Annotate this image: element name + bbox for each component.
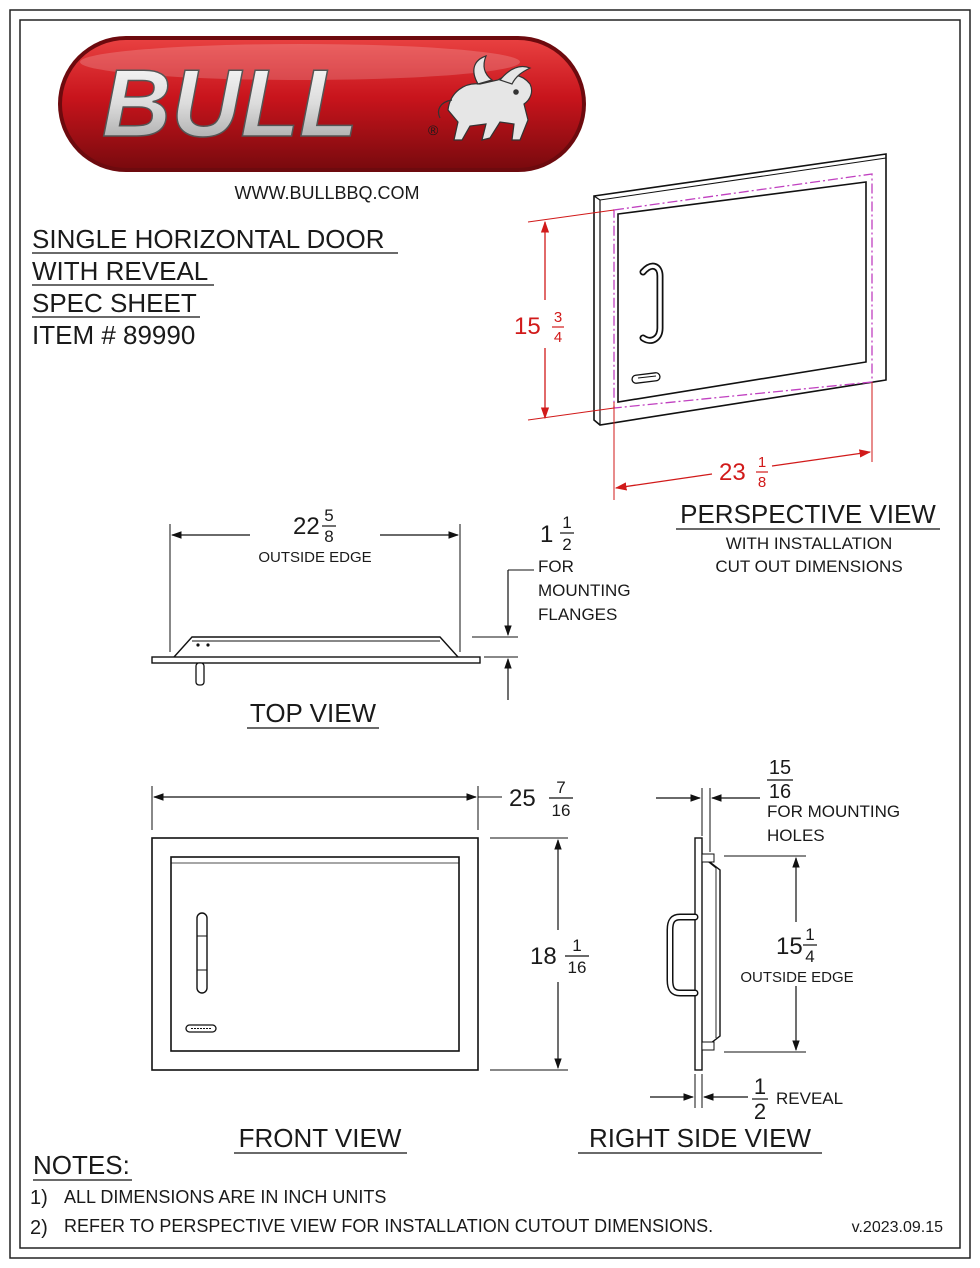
title-block xyxy=(32,224,398,350)
perspective-width-den: 8 xyxy=(757,474,767,491)
top-view-width-den: 8 xyxy=(324,527,334,546)
top-view-width-dimension xyxy=(170,506,460,652)
top-view-flange-dimension xyxy=(472,513,631,700)
logo-registered-mark: ® xyxy=(428,122,439,138)
perspective-view-drawing xyxy=(594,154,886,425)
reveal-den: 2 xyxy=(753,1099,767,1124)
perspective-view-caption xyxy=(676,499,940,576)
perspective-sub-1: WITH INSTALLATION xyxy=(725,534,893,553)
flange-den: 2 xyxy=(562,535,572,554)
front-view-drawing xyxy=(152,838,478,1070)
bull-logo xyxy=(58,36,586,172)
top-view-label: TOP VIEW xyxy=(249,698,377,728)
logo-wordmark: BULL xyxy=(102,50,358,157)
title-line-2: WITH REVEAL xyxy=(32,256,209,286)
perspective-height-den: 4 xyxy=(553,329,563,346)
flange-note-2: MOUNTING xyxy=(538,581,631,600)
note-2-number: 2) xyxy=(30,1217,48,1239)
reveal-num: 1 xyxy=(753,1074,767,1099)
note-1-number: 1) xyxy=(30,1187,48,1209)
side-inner-note: OUTSIDE EDGE xyxy=(740,969,854,986)
note-1-text: ALL DIMENSIONS ARE IN INCH UNITS xyxy=(64,1187,387,1207)
side-inner-dimension xyxy=(724,856,854,1052)
front-width-whole: 25 xyxy=(509,785,536,812)
perspective-height-num: 3 xyxy=(553,309,563,326)
front-view-label: FRONT VIEW xyxy=(238,1123,402,1153)
flange-num: 1 xyxy=(562,513,572,532)
side-view-caption xyxy=(578,1123,822,1153)
front-view-height-dimension xyxy=(490,838,589,1070)
perspective-view-label: PERSPECTIVE VIEW xyxy=(680,499,936,529)
top-view-drawing xyxy=(152,637,480,685)
side-holes-num: 15 xyxy=(768,757,792,779)
perspective-sub-2: CUT OUT DIMENSIONS xyxy=(715,557,903,576)
flange-note-3: FLANGES xyxy=(538,605,618,624)
perspective-width-num: 1 xyxy=(757,454,767,471)
title-line-1: SINGLE HORIZONTAL DOOR xyxy=(32,224,385,254)
item-number: ITEM # 89990 xyxy=(32,320,196,350)
side-view-label: RIGHT SIDE VIEW xyxy=(589,1123,811,1153)
front-width-num: 7 xyxy=(556,778,566,797)
flange-note-1: FOR xyxy=(538,557,574,576)
side-reveal-dimension xyxy=(650,1074,843,1124)
side-holes-note-1: FOR MOUNTING xyxy=(767,802,901,821)
front-view-width-dimension xyxy=(152,778,573,830)
notes-block xyxy=(30,1150,713,1239)
reveal-note: REVEAL xyxy=(776,1089,844,1108)
top-view-caption xyxy=(247,698,379,728)
note-2-text: REFER TO PERSPECTIVE VIEW FOR INSTALLATION CUTOUT DIMENSIONS. xyxy=(64,1216,714,1236)
version-stamp: v.2023.09.15 xyxy=(851,1219,943,1236)
front-height-den: 16 xyxy=(567,958,587,977)
side-inner-den: 4 xyxy=(805,947,815,966)
side-view-drawing xyxy=(670,838,720,1070)
side-holes-den: 16 xyxy=(768,781,792,803)
side-holes-dimension xyxy=(656,757,900,852)
perspective-width-whole: 23 xyxy=(719,459,746,486)
front-height-whole: 18 xyxy=(530,943,557,970)
title-line-3: SPEC SHEET xyxy=(32,288,197,318)
front-view-caption xyxy=(234,1123,407,1153)
website-url: WWW.BULLBBQ.COM xyxy=(234,183,420,203)
side-holes-note-2: HOLES xyxy=(767,826,825,845)
notes-heading: NOTES: xyxy=(33,1150,130,1180)
top-view-width-note: OUTSIDE EDGE xyxy=(258,549,372,566)
perspective-height-whole: 15 xyxy=(514,313,541,340)
side-inner-num: 1 xyxy=(805,925,815,944)
top-view-width-num: 5 xyxy=(324,506,334,525)
side-inner-whole: 15 xyxy=(776,933,803,960)
front-width-den: 16 xyxy=(551,801,571,820)
front-height-num: 1 xyxy=(572,936,582,955)
top-view-width-whole: 22 xyxy=(293,513,320,540)
flange-whole: 1 xyxy=(540,521,554,548)
